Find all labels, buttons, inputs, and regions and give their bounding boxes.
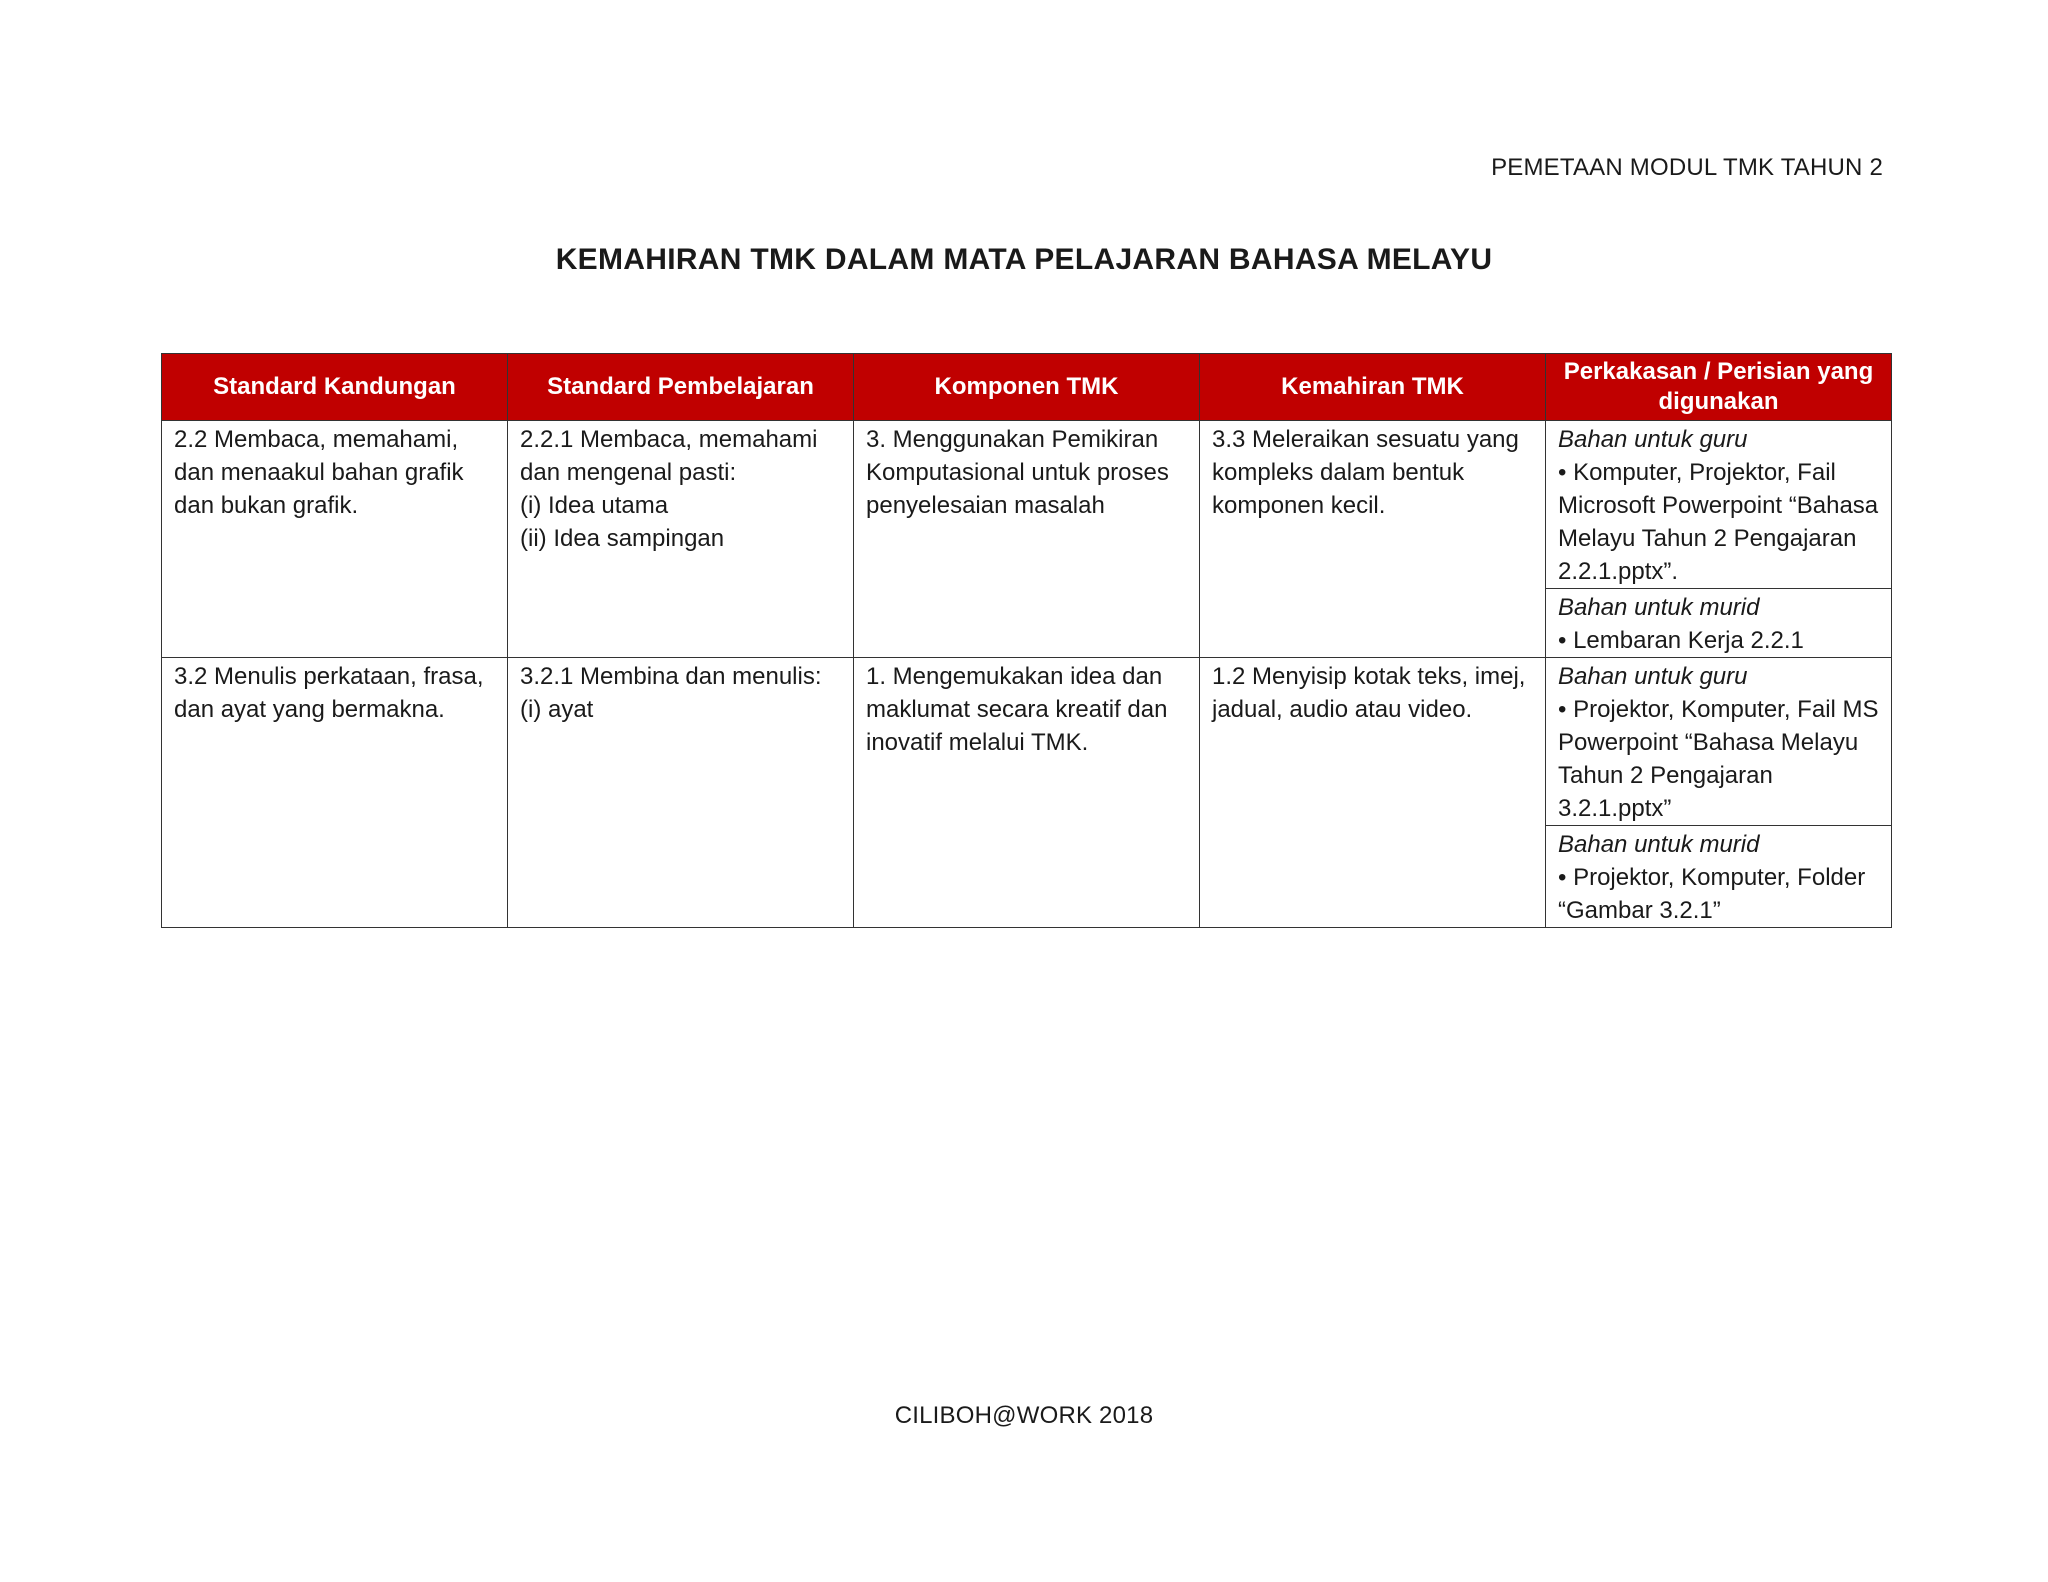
cell-standard-kandungan (162, 658, 508, 928)
col-header-perkakasan-perisian: Perkakasan / Perisian yang digunakan (1546, 354, 1892, 421)
cell-komponen-tmk (854, 421, 1200, 658)
cell-bahan-murid (1546, 589, 1892, 658)
cell-text: 2.2.1 Membaca, memahami dan mengenal pasti: (520, 426, 818, 486)
cell-kemahiran-tmk (1200, 421, 1546, 658)
bahan-guru-label: Bahan untuk guru (1558, 426, 1748, 453)
bahan-murid-label: Bahan untuk murid (1558, 831, 1760, 858)
cell-text: 1.2 Menyisip kotak teks, imej, jadual, audio atau video. (1212, 663, 1526, 723)
table-row (162, 658, 1892, 826)
col-header-standard-kandungan: Standard Kandungan (162, 354, 508, 421)
cell-text: (i) ayat (520, 696, 594, 723)
col-header-standard-pembelajaran: Standard Pembelajaran (508, 354, 854, 421)
bahan-guru-item: • Projektor, Komputer, Fail MS Powerpoint “Bahasa Melayu Tahun 2 Pengajaran 3.2.1.pptx” (1558, 696, 1879, 822)
footer-credit: CILIBOH@WORK 2018 (894, 1402, 1154, 1429)
cell-text: 3.2 Menulis perkataan, frasa, dan ayat yang bermakna. (174, 663, 484, 723)
bahan-murid-item: • Lembaran Kerja 2.2.1 (1558, 627, 1804, 654)
table-header-row (162, 354, 1892, 421)
cell-standard-pembelajaran (508, 421, 854, 658)
col-header-kemahiran-tmk: Kemahiran TMK (1200, 354, 1546, 421)
col-header-komponen-tmk: Komponen TMK (854, 354, 1200, 421)
header-note: PEMETAAN MODUL TMK TAHUN 2 (1491, 154, 1883, 181)
cell-bahan-murid (1546, 826, 1892, 928)
cell-bahan-guru (1546, 421, 1892, 589)
bahan-murid-label: Bahan untuk murid (1558, 594, 1760, 621)
cell-kemahiran-tmk (1200, 658, 1546, 928)
bahan-guru-item: • Komputer, Projektor, Fail Microsoft Powerpoint “Bahasa Melayu Tahun 2 Pengajaran 2.2.1.pptx”. (1558, 459, 1879, 585)
cell-text: 3. Menggunakan Pemikiran Komputasional untuk proses penyelesaian masalah (866, 426, 1169, 519)
table-row (162, 421, 1892, 589)
cell-text: 3.2.1 Membina dan menulis: (520, 663, 822, 690)
bahan-guru-label: Bahan untuk guru (1558, 663, 1748, 690)
cell-standard-kandungan (162, 421, 508, 658)
page-title: KEMAHIRAN TMK DALAM MATA PELAJARAN BAHASA MELAYU (555, 243, 1493, 276)
cell-text: (ii) Idea sampingan (520, 525, 725, 552)
cell-bahan-guru (1546, 658, 1892, 826)
cell-text: 2.2 Membaca, memahami, dan menaakul bahan grafik dan bukan grafik. (174, 426, 464, 519)
cell-standard-pembelajaran (508, 658, 854, 928)
bahan-murid-item: • Projektor, Komputer, Folder “Gambar 3.2.1” (1558, 864, 1866, 924)
cell-text: 1. Mengemukakan idea dan maklumat secara kreatif dan inovatif melalui TMK. (866, 663, 1168, 756)
cell-komponen-tmk (854, 658, 1200, 928)
mapping-table (161, 353, 1892, 928)
cell-text: 3.3 Meleraikan sesuatu yang kompleks dalam bentuk komponen kecil. (1212, 426, 1519, 519)
cell-text: (i) Idea utama (520, 492, 669, 519)
